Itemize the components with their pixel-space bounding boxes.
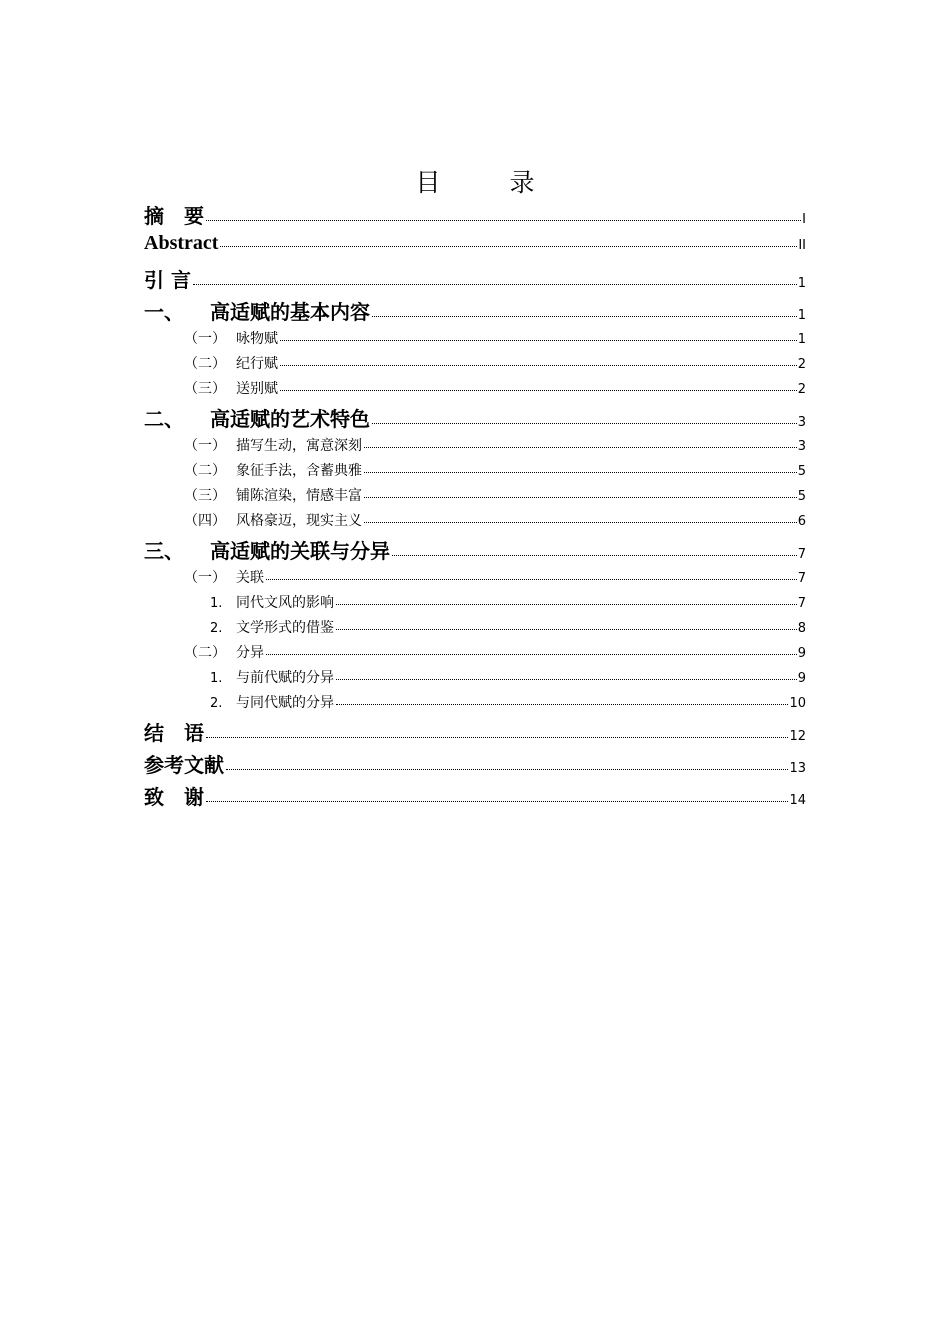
toc-entry-label xyxy=(184,435,362,455)
toc-entry-text: 与前代赋的分异 xyxy=(236,670,334,686)
dot-leader xyxy=(336,604,797,605)
dot-leader xyxy=(206,737,788,738)
toc-entry[interactable] xyxy=(144,296,806,328)
dot-leader xyxy=(364,472,797,473)
toc-entry[interactable] xyxy=(144,200,806,232)
toc-entry-page: 7 xyxy=(797,547,806,562)
toc-entry-text: 引 言 xyxy=(144,268,191,292)
toc-entry[interactable] xyxy=(144,510,806,535)
dot-leader xyxy=(336,704,788,705)
toc-entry-label xyxy=(184,510,362,530)
toc-entry-page: 2 xyxy=(797,357,806,372)
toc-entry-number: （四） xyxy=(184,513,226,529)
toc-entry-number: （一） xyxy=(184,331,226,347)
toc-entry-page: 5 xyxy=(797,489,806,504)
toc-entry-text: 风格豪迈，现实主义 xyxy=(236,513,362,529)
toc-entry-text: 与同代赋的分异 xyxy=(236,695,334,711)
dot-leader xyxy=(280,340,797,341)
toc-entry-text: 送别赋 xyxy=(236,381,278,397)
dot-leader xyxy=(364,497,797,498)
toc-entry-label xyxy=(184,328,278,348)
toc-entry-text: 咏物赋 xyxy=(236,331,278,347)
dot-leader xyxy=(372,316,797,317)
toc-entry[interactable] xyxy=(144,264,806,296)
toc-entry-text: 铺陈渲染，情感丰富 xyxy=(236,488,362,504)
toc-entry-number: （二） xyxy=(184,645,226,661)
toc-entry-number: 三、 xyxy=(144,539,184,563)
toc-entry-label xyxy=(184,460,362,480)
dot-leader xyxy=(266,579,797,580)
toc-entry-page: 8 xyxy=(797,621,806,636)
toc-entry-page: II xyxy=(798,238,806,253)
toc-entry-page: 3 xyxy=(797,415,806,430)
toc-entry-page: 3 xyxy=(797,439,806,454)
toc-entry-label xyxy=(184,378,278,398)
dot-leader xyxy=(280,390,797,391)
dot-leader xyxy=(280,365,797,366)
toc-entry-page: 10 xyxy=(789,696,806,711)
toc-entry-page: 1 xyxy=(797,332,806,347)
toc-entry-page: 7 xyxy=(797,571,806,586)
dot-leader xyxy=(206,801,788,802)
toc-entry-label xyxy=(144,749,224,778)
toc-entry[interactable] xyxy=(144,535,806,567)
toc-entry-page: 9 xyxy=(797,646,806,661)
toc-entry-label xyxy=(210,592,334,612)
toc-entry-page: 12 xyxy=(789,729,806,744)
toc-entry-label xyxy=(184,567,264,587)
dot-leader xyxy=(392,555,797,556)
toc-entry[interactable] xyxy=(144,717,806,749)
toc-entry-text: 结 语 xyxy=(144,721,204,745)
toc-entry-number: （三） xyxy=(184,488,226,504)
dot-leader xyxy=(226,769,788,770)
toc-entry[interactable] xyxy=(144,403,806,435)
toc-entry-label xyxy=(144,781,204,810)
toc-entry-page: 5 xyxy=(797,464,806,479)
dot-leader xyxy=(364,522,797,523)
toc-entry-page: I xyxy=(802,212,806,227)
dot-leader xyxy=(206,220,801,221)
toc-entry-text: 高适赋的基本内容 xyxy=(210,300,370,324)
toc-entry[interactable] xyxy=(144,485,806,510)
toc-entry[interactable] xyxy=(144,692,806,717)
toc-entry-text: 高适赋的关联与分异 xyxy=(210,539,390,563)
toc-entry[interactable] xyxy=(144,567,806,592)
dot-leader xyxy=(266,654,797,655)
toc-entry-label xyxy=(144,296,370,325)
toc-entry-page: 6 xyxy=(797,514,806,529)
table-of-contents xyxy=(144,200,806,813)
toc-entry-label xyxy=(144,264,191,293)
toc-entry-label xyxy=(144,403,370,432)
toc-entry-text: 描写生动，寓意深刻 xyxy=(236,438,362,454)
toc-entry-number: 二、 xyxy=(144,407,184,431)
toc-entry-text: 同代文风的影响 xyxy=(236,595,334,611)
toc-entry[interactable] xyxy=(144,232,806,264)
toc-entry-label xyxy=(184,485,362,505)
toc-entry-number: 2. xyxy=(210,696,223,711)
toc-entry-text: 文学形式的借鉴 xyxy=(236,620,334,636)
toc-entry[interactable] xyxy=(144,592,806,617)
toc-entry-page: 14 xyxy=(789,793,806,808)
toc-entry-number: （一） xyxy=(184,570,226,586)
toc-entry-text: 象征手法，含蓄典雅 xyxy=(236,463,362,479)
toc-entry-number: （二） xyxy=(184,463,226,479)
dot-leader xyxy=(220,246,797,247)
toc-title: 目 录 xyxy=(415,168,557,197)
dot-leader xyxy=(336,629,797,630)
toc-entry-page: 2 xyxy=(797,382,806,397)
toc-entry-page: 13 xyxy=(789,761,806,776)
toc-entry[interactable] xyxy=(144,781,806,813)
toc-entry[interactable] xyxy=(144,353,806,378)
toc-entry[interactable] xyxy=(144,328,806,353)
toc-entry[interactable] xyxy=(144,435,806,460)
toc-entry[interactable] xyxy=(144,749,806,781)
toc-entry-text: 关联 xyxy=(236,570,264,586)
toc-entry-label xyxy=(210,667,334,687)
toc-entry-label xyxy=(210,617,334,637)
toc-entry-text: 参考文献 xyxy=(144,753,224,777)
toc-entry-page: 1 xyxy=(797,308,806,323)
toc-entry-number: （三） xyxy=(184,381,226,397)
dot-leader xyxy=(364,447,797,448)
toc-entry-label xyxy=(144,717,204,746)
toc-entry-number: （一） xyxy=(184,438,226,454)
dot-leader xyxy=(336,679,797,680)
toc-entry-number: 1. xyxy=(210,596,223,611)
toc-entry[interactable] xyxy=(144,378,806,403)
dot-leader xyxy=(193,284,797,285)
toc-entry-text: 高适赋的艺术特色 xyxy=(210,407,370,431)
toc-entry-number: 一、 xyxy=(144,300,184,324)
toc-entry-label xyxy=(144,200,204,229)
toc-entry-text: 纪行赋 xyxy=(236,356,278,372)
toc-entry-number: 2. xyxy=(210,621,223,636)
toc-entry-text: Abstract xyxy=(144,232,219,254)
toc-entry-text: 致 谢 xyxy=(144,785,204,809)
toc-entry-label xyxy=(184,642,264,662)
toc-entry-label xyxy=(184,353,278,373)
toc-entry[interactable] xyxy=(144,460,806,485)
toc-entry-number: （二） xyxy=(184,356,226,372)
toc-entry[interactable] xyxy=(144,667,806,692)
toc-entry-label xyxy=(144,535,390,564)
toc-entry-label xyxy=(210,692,334,712)
toc-entry-label xyxy=(144,232,218,255)
toc-entry[interactable] xyxy=(144,642,806,667)
toc-entry[interactable] xyxy=(144,617,806,642)
toc-entry-page: 1 xyxy=(797,276,806,291)
toc-entry-text: 分异 xyxy=(236,645,264,661)
dot-leader xyxy=(372,423,797,424)
toc-entry-number: 1. xyxy=(210,671,223,686)
toc-entry-page: 7 xyxy=(797,596,806,611)
toc-entry-text: 摘 要 xyxy=(144,204,204,228)
toc-entry-page: 9 xyxy=(797,671,806,686)
